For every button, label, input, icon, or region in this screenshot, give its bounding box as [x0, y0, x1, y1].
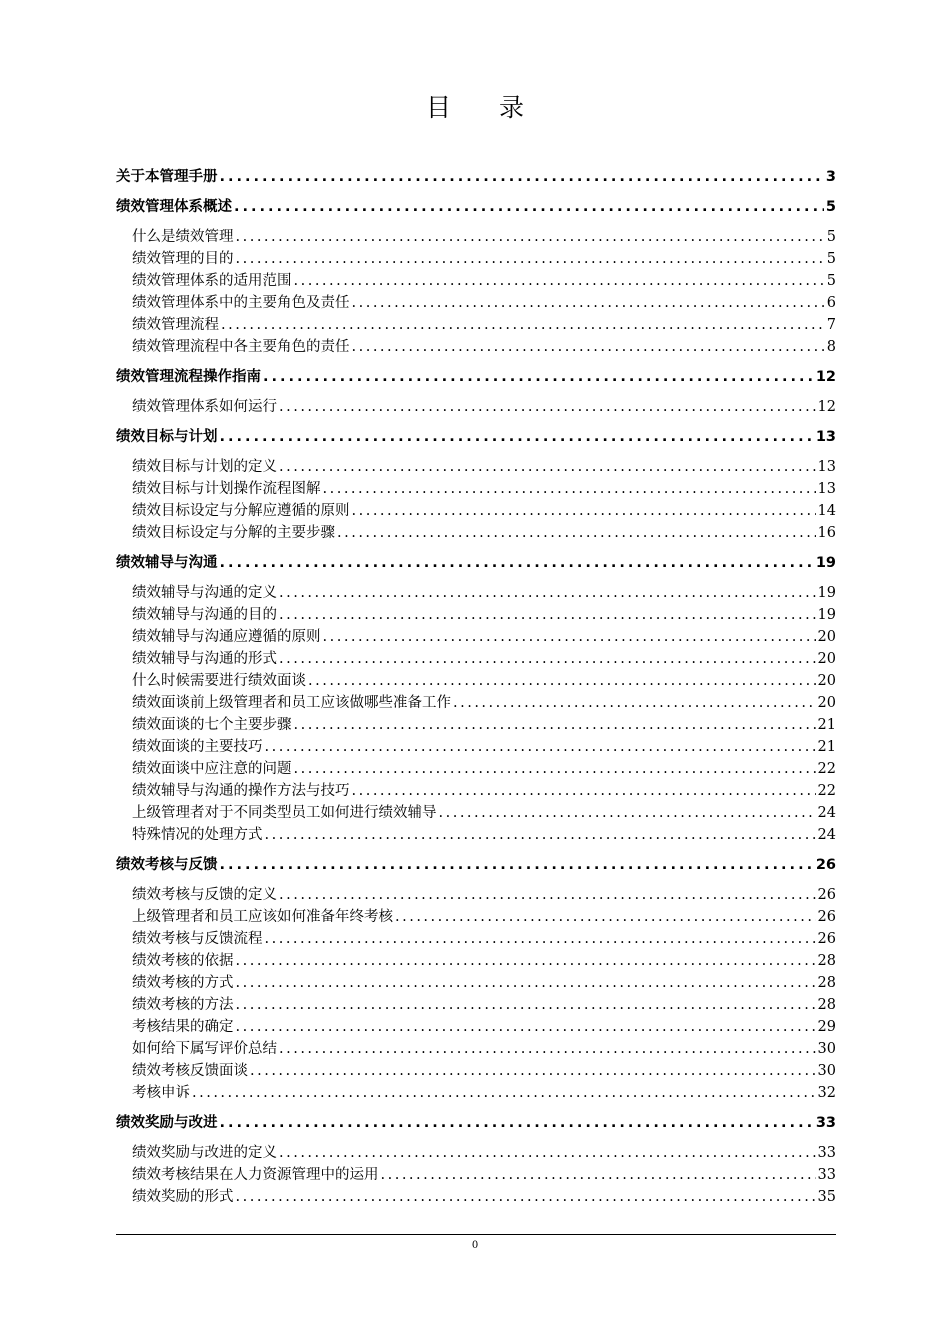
toc-entry-label: 绩效面谈中应注意的问题: [132, 761, 292, 777]
toc-leader-dots: [279, 1142, 816, 1164]
toc-page-number: 22: [817, 761, 836, 777]
toc-entry-label: 什么是绩效管理: [132, 229, 234, 245]
toc-section-heading[interactable]: [116, 854, 836, 876]
toc-entry-label: 绩效目标设定与分解应遵循的原则: [132, 503, 350, 519]
toc-entry[interactable]: [116, 248, 836, 270]
table-of-contents: [116, 158, 836, 1211]
toc-page-number: 8: [826, 339, 836, 355]
toc-leader-dots: [453, 692, 816, 714]
toc-section-heading[interactable]: [116, 1112, 836, 1134]
toc-leader-dots: [337, 522, 816, 544]
toc-entry-label: 绩效面谈的主要技巧: [132, 739, 263, 755]
toc-page-number: 13: [815, 429, 836, 445]
toc-page-number: 5: [826, 273, 836, 289]
toc-leader-dots: [352, 500, 816, 522]
toc-entry[interactable]: [116, 626, 836, 648]
toc-leader-dots: [236, 1186, 816, 1208]
toc-heading-label: 绩效奖励与改进: [116, 1115, 218, 1131]
toc-leader-dots: [236, 226, 825, 248]
toc-leader-dots: [265, 824, 816, 846]
toc-entry[interactable]: [116, 1164, 836, 1186]
toc-leader-dots: [279, 604, 816, 626]
toc-entry[interactable]: [116, 1186, 836, 1208]
toc-entry[interactable]: [116, 928, 836, 950]
toc-leader-dots: [220, 426, 814, 448]
toc-entry[interactable]: [116, 1060, 836, 1082]
toc-entry-label: 上级管理者和员工应该如何准备年终考核: [132, 909, 393, 925]
toc-section: [116, 166, 836, 188]
toc-leader-dots: [192, 1082, 816, 1104]
toc-leader-dots: [279, 456, 816, 478]
toc-leader-dots: [220, 854, 814, 876]
toc-entry[interactable]: [116, 226, 836, 248]
toc-entry[interactable]: [116, 1142, 836, 1164]
toc-page-number: 16: [817, 525, 836, 541]
toc-section-heading[interactable]: [116, 196, 836, 218]
toc-leader-dots: [308, 670, 816, 692]
toc-heading-label: 绩效考核与反馈: [116, 857, 218, 873]
toc-entry-label: 如何给下属写评价总结: [132, 1041, 277, 1057]
toc-entry[interactable]: [116, 670, 836, 692]
toc-page-number: 20: [817, 629, 836, 645]
toc-leader-dots: [294, 270, 825, 292]
toc-leader-dots: [395, 906, 816, 928]
toc-section: [116, 366, 836, 418]
toc-entry[interactable]: [116, 802, 836, 824]
toc-section-heading[interactable]: [116, 426, 836, 448]
toc-page-number: 5: [826, 251, 836, 267]
toc-entry[interactable]: [116, 500, 836, 522]
toc-entry[interactable]: [116, 972, 836, 994]
toc-leader-dots: [221, 314, 825, 336]
toc-entry-label: 绩效目标与计划操作流程图解: [132, 481, 321, 497]
toc-page-number: 29: [817, 1019, 836, 1035]
toc-entry[interactable]: [116, 270, 836, 292]
toc-entry-label: 绩效辅导与沟通的目的: [132, 607, 277, 623]
toc-page-number: 21: [817, 739, 836, 755]
toc-entry-label: 绩效管理体系如何运行: [132, 399, 277, 415]
toc-page-number: 26: [817, 931, 836, 947]
toc-entry[interactable]: [116, 314, 836, 336]
toc-heading-label: 绩效管理体系概述: [116, 199, 232, 215]
toc-entry-label: 绩效奖励与改进的定义: [132, 1145, 277, 1161]
toc-page-number: 19: [815, 555, 836, 571]
toc-page-number: 28: [817, 953, 836, 969]
toc-page-number: 21: [817, 717, 836, 733]
toc-entry[interactable]: [116, 824, 836, 846]
toc-heading-label: 绩效目标与计划: [116, 429, 218, 445]
footer-divider: [116, 1234, 836, 1235]
toc-leader-dots: [279, 396, 816, 418]
toc-page-number: 26: [817, 887, 836, 903]
toc-page-number: 5: [825, 199, 836, 215]
toc-entry-label: 绩效管理流程中各主要角色的责任: [132, 339, 350, 355]
toc-entry-label: 绩效目标与计划的定义: [132, 459, 277, 475]
toc-entry[interactable]: [116, 1038, 836, 1060]
toc-entry[interactable]: [116, 906, 836, 928]
toc-entry-label: 绩效考核的方法: [132, 997, 234, 1013]
toc-entry[interactable]: [116, 884, 836, 906]
toc-entry-label: 绩效面谈前上级管理者和员工应该做哪些准备工作: [132, 695, 451, 711]
toc-page-number: 7: [826, 317, 836, 333]
toc-page-number: 12: [815, 369, 836, 385]
toc-leader-dots: [236, 248, 825, 270]
toc-entry-label: 绩效辅导与沟通的操作方法与技巧: [132, 783, 350, 799]
toc-entry-label: 考核结果的确定: [132, 1019, 234, 1035]
toc-leader-dots: [236, 972, 816, 994]
toc-page-number: 14: [817, 503, 836, 519]
toc-leader-dots: [352, 292, 825, 314]
toc-page-number: 24: [817, 827, 836, 843]
toc-leader-dots: [250, 1060, 816, 1082]
toc-page-number: 13: [817, 459, 836, 475]
toc-page-number: 19: [817, 585, 836, 601]
toc-page-number: 24: [817, 805, 836, 821]
toc-entry-label: 什么时候需要进行绩效面谈: [132, 673, 306, 689]
toc-leader-dots: [294, 714, 816, 736]
toc-leader-dots: [352, 780, 816, 802]
toc-entry[interactable]: [116, 478, 836, 500]
toc-entry[interactable]: [116, 736, 836, 758]
toc-leader-dots: [279, 884, 816, 906]
toc-entry[interactable]: [116, 1016, 836, 1038]
toc-entry-label: 绩效奖励的形式: [132, 1189, 234, 1205]
toc-leader-dots: [279, 648, 816, 670]
toc-heading-label: 绩效管理流程操作指南: [116, 369, 261, 385]
toc-entry[interactable]: [116, 456, 836, 478]
title-char-1: 目: [425, 93, 451, 122]
toc-heading-label: 关于本管理手册: [116, 169, 218, 185]
toc-entry-label: 特殊情况的处理方式: [132, 827, 263, 843]
toc-page-number: 19: [817, 607, 836, 623]
toc-leader-dots: [439, 802, 816, 824]
toc-entry-label: 绩效考核与反馈的定义: [132, 887, 277, 903]
toc-page-number: 3: [825, 169, 836, 185]
toc-leader-dots: [294, 758, 816, 780]
toc-leader-dots: [381, 1164, 816, 1186]
toc-page-number: 30: [817, 1041, 836, 1057]
toc-entry-label: 绩效目标设定与分解的主要步骤: [132, 525, 335, 541]
toc-leader-dots: [352, 336, 825, 358]
toc-leader-dots: [220, 1112, 814, 1134]
toc-entry[interactable]: [116, 758, 836, 780]
toc-section-heading[interactable]: [116, 552, 836, 574]
toc-entry-label: 上级管理者对于不同类型员工如何进行绩效辅导: [132, 805, 437, 821]
toc-entry-label: 绩效管理的目的: [132, 251, 234, 267]
toc-entry-label: 绩效面谈的七个主要步骤: [132, 717, 292, 733]
toc-leader-dots: [323, 626, 816, 648]
toc-page-number: 28: [817, 975, 836, 991]
toc-page-number: 22: [817, 783, 836, 799]
toc-leader-dots: [234, 196, 824, 218]
toc-section-heading[interactable]: [116, 366, 836, 388]
page-title: [0, 88, 950, 124]
toc-section: [116, 552, 836, 846]
toc-leader-dots: [279, 1038, 816, 1060]
toc-page-number: 33: [817, 1167, 836, 1183]
toc-section: [116, 1112, 836, 1208]
toc-entry-label: 绩效考核反馈面谈: [132, 1063, 248, 1079]
toc-entry-label: 绩效辅导与沟通的形式: [132, 651, 277, 667]
toc-page-number: 33: [815, 1115, 836, 1131]
toc-entry-label: 绩效考核与反馈流程: [132, 931, 263, 947]
toc-page-number: 26: [817, 909, 836, 925]
toc-page-number: 33: [817, 1145, 836, 1161]
toc-leader-dots: [265, 736, 816, 758]
toc-page-number: 30: [817, 1063, 836, 1079]
toc-page-number: 32: [817, 1085, 836, 1101]
toc-entry[interactable]: [116, 396, 836, 418]
toc-page-number: 20: [817, 673, 836, 689]
toc-entry[interactable]: [116, 582, 836, 604]
toc-page-number: 28: [817, 997, 836, 1013]
toc-entry[interactable]: [116, 522, 836, 544]
toc-page-number: 20: [817, 695, 836, 711]
toc-page-number: 20: [817, 651, 836, 667]
toc-entry-label: 绩效考核结果在人力资源管理中的运用: [132, 1167, 379, 1183]
footer-page-number: 0: [471, 1240, 479, 1251]
toc-leader-dots: [265, 928, 816, 950]
toc-heading-label: 绩效辅导与沟通: [116, 555, 218, 571]
toc-leader-dots: [263, 366, 814, 388]
toc-entry[interactable]: [116, 714, 836, 736]
title-char-2: 录: [499, 93, 525, 122]
toc-entry[interactable]: [116, 336, 836, 358]
toc-entry[interactable]: [116, 692, 836, 714]
toc-page-number: 35: [817, 1189, 836, 1205]
toc-page-number: 12: [817, 399, 836, 415]
toc-entry-label: 绩效辅导与沟通应遵循的原则: [132, 629, 321, 645]
toc-entry-label: 绩效管理流程: [132, 317, 219, 333]
toc-section: [116, 854, 836, 1104]
toc-entry[interactable]: [116, 950, 836, 972]
toc-leader-dots: [323, 478, 816, 500]
toc-page-number: 13: [817, 481, 836, 497]
toc-page-number: 6: [826, 295, 836, 311]
toc-entry[interactable]: [116, 994, 836, 1016]
toc-leader-dots: [236, 994, 816, 1016]
toc-leader-dots: [220, 166, 824, 188]
toc-leader-dots: [220, 552, 814, 574]
toc-entry-label: 绩效管理体系的适用范围: [132, 273, 292, 289]
toc-entry[interactable]: [116, 780, 836, 802]
toc-entry-label: 绩效考核的方式: [132, 975, 234, 991]
toc-entry[interactable]: [116, 648, 836, 670]
toc-entry-label: 考核申诉: [132, 1085, 190, 1101]
toc-leader-dots: [236, 1016, 816, 1038]
toc-entry-label: 绩效管理体系中的主要角色及责任: [132, 295, 350, 311]
toc-entry[interactable]: [116, 1082, 836, 1104]
toc-leader-dots: [236, 950, 816, 972]
toc-section-heading[interactable]: [116, 166, 836, 188]
toc-entry-label: 绩效考核的依据: [132, 953, 234, 969]
toc-section: [116, 196, 836, 358]
toc-entry[interactable]: [116, 292, 836, 314]
toc-section: [116, 426, 836, 544]
toc-entry-label: 绩效辅导与沟通的定义: [132, 585, 277, 601]
toc-entry[interactable]: [116, 604, 836, 626]
toc-page-number: 26: [815, 857, 836, 873]
toc-page-number: 5: [826, 229, 836, 245]
toc-leader-dots: [279, 582, 816, 604]
